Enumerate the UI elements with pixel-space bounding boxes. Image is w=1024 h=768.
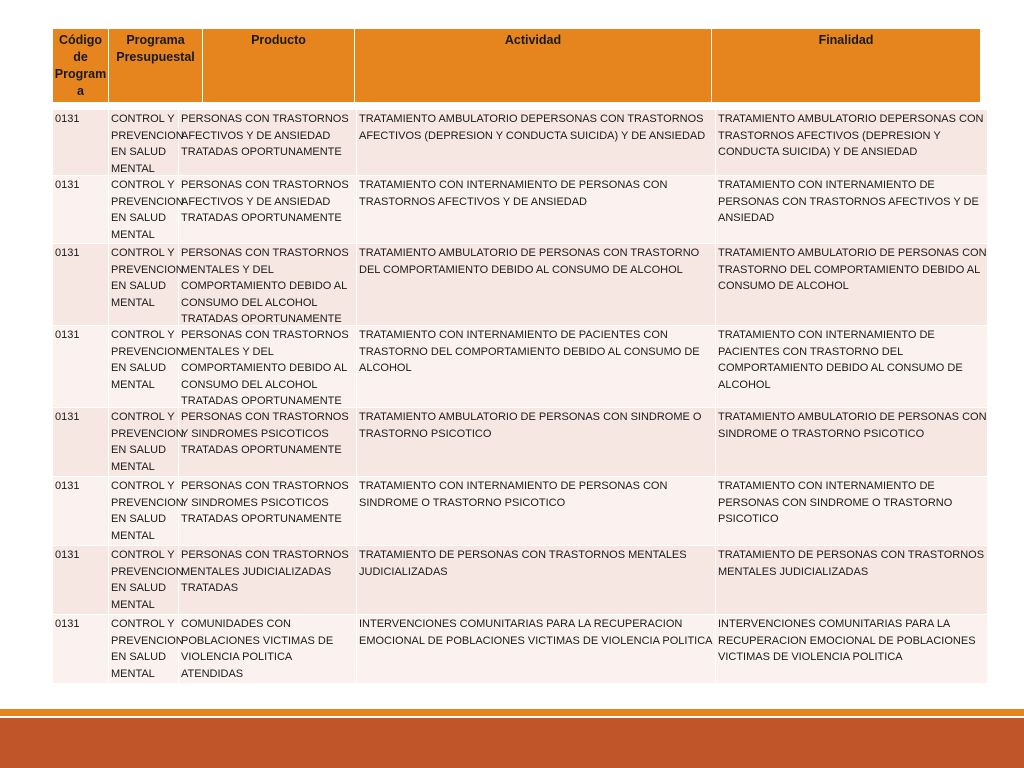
cell-codigo: 0131	[53, 176, 109, 243]
cell-actividad: TRATAMIENTO DE PERSONAS CON TRASTORNOS MENTALES JUDICIALIZADAS	[357, 546, 716, 614]
cell-programa: CONTROL Y PREVENCION EN SALUD MENTAL	[109, 326, 179, 407]
cell-actividad: TRATAMIENTO AMBULATORIO DE PERSONAS CON SINDROME O TRASTORNO PSICOTICO	[357, 408, 716, 476]
cell-finalidad: TRATAMIENTO AMBULATORIO DEPERSONAS CON TRASTORNOS AFECTIVOS (DEPRESION Y CONDUCTA SUICIDA) Y DE ANSIEDAD	[718, 113, 984, 158]
cell-codigo: 0131	[53, 110, 109, 175]
table-row	[53, 110, 987, 176]
table-row	[53, 326, 987, 408]
cell-codigo: 0131	[53, 408, 109, 476]
cell-programa: CONTROL Y PREVENCION EN SALUD MENTAL	[109, 408, 179, 476]
table-row	[53, 615, 987, 684]
cell-actividad: TRATAMIENTO AMBULATORIO DE PERSONAS CON TRASTORNO DEL COMPORTAMIENTO DEBIDO AL CONSUMO DE ALCOHOL	[357, 244, 716, 325]
cell-producto: COMUNIDADES CON POBLACIONES VICTIMAS DE VIOLENCIA POLITICA ATENDIDAS	[179, 615, 357, 683]
cell-finalidad: TRATAMIENTO CON INTERNAMIENTO DE PERSONAS CON SINDROME O TRASTORNO PSICOTICO	[718, 480, 953, 525]
cell-producto: PERSONAS CON TRASTORNOS AFECTIVOS Y DE ANSIEDAD TRATADAS OPORTUNAMENTE	[179, 176, 357, 243]
table-row	[53, 477, 987, 546]
cell-programa: CONTROL Y PREVENCION EN SALUD MENTAL	[109, 615, 179, 683]
footer-bar	[0, 718, 1024, 768]
cell-producto: PERSONAS CON TRASTORNOS Y SINDROMES PSICOTICOS TRATADAS OPORTUNAMENTE	[179, 408, 357, 476]
cell-codigo: 0131	[53, 546, 109, 614]
cell-finalidad: TRATAMIENTO DE PERSONAS CON TRASTORNOS MENTALES JUDICIALIZADAS	[718, 549, 985, 578]
header-programa: Programa Presupuestal	[109, 29, 203, 102]
cell-actividad: TRATAMIENTO CON INTERNAMIENTO DE PERSONAS CON TRASTORNOS AFECTIVOS Y DE ANSIEDAD	[357, 176, 716, 243]
cell-actividad: TRATAMIENTO AMBULATORIO DEPERSONAS CON TRASTORNOS AFECTIVOS (DEPRESION Y CONDUCTA SUICIDA) Y DE ANSIEDAD	[357, 110, 716, 175]
header-actividad: Actividad	[355, 29, 712, 102]
header-finalidad: Finalidad	[818, 33, 874, 47]
cell-programa: CONTROL Y PREVENCION EN SALUD MENTAL	[109, 546, 179, 614]
cell-codigo: 0131	[53, 326, 109, 407]
cell-finalidad: INTERVENCIONES COMUNITARIAS PARA LA RECUPERACION EMOCIONAL DE POBLACIONES VICTIMAS DE VIOLENCIA POLITICA	[718, 618, 976, 663]
cell-programa: CONTROL Y PREVENCION EN SALUD MENTAL	[109, 176, 179, 243]
cell-finalidad: TRATAMIENTO AMBULATORIO DE PERSONAS CON TRASTORNO DEL COMPORTAMIENTO DEBIDO AL CONSUMO DE ALCOHOL	[718, 247, 987, 292]
cell-producto: PERSONAS CON TRASTORNOS MENTALES Y DEL COMPORTAMIENTO DEBIDO AL CONSUMO DEL ALCOHOL TRATADAS OPORTUNAMENTE	[179, 326, 357, 407]
table-row	[53, 244, 987, 326]
header-producto: Producto	[203, 29, 355, 102]
cell-producto: PERSONAS CON TRASTORNOS MENTALES Y DEL COMPORTAMIENTO DEBIDO AL CONSUMO DEL ALCOHOL TRATADAS OPORTUNAMENTE	[179, 244, 357, 325]
table-header	[53, 29, 980, 102]
cell-codigo: 0131	[53, 244, 109, 325]
cell-actividad: TRATAMIENTO CON INTERNAMIENTO DE PERSONAS CON SINDROME O TRASTORNO PSICOTICO	[357, 477, 716, 545]
cell-actividad: INTERVENCIONES COMUNITARIAS PARA LA RECUPERACION EMOCIONAL DE POBLACIONES VICTIMAS DE VIOLENCIA POLITICA	[357, 615, 716, 683]
header-codigo: Código de Program a	[53, 29, 109, 102]
cell-producto: PERSONAS CON TRASTORNOS MENTALES JUDICIALIZADAS TRATADAS	[179, 546, 357, 614]
cell-producto: PERSONAS CON TRASTORNOS Y SINDROMES PSICOTICOS TRATADAS OPORTUNAMENTE	[179, 477, 357, 545]
cell-finalidad: TRATAMIENTO AMBULATORIO DE PERSONAS CON SINDROME O TRASTORNO PSICOTICO	[718, 411, 987, 440]
table-row	[53, 176, 987, 244]
table-row	[53, 408, 987, 477]
cell-finalidad: TRATAMIENTO CON INTERNAMIENTO DE PACIENTES CON TRASTORNO DEL COMPORTAMIENTO DEBIDO AL CONSUMO DE ALCOHOL	[718, 329, 963, 391]
cell-programa: CONTROL Y PREVENCION EN SALUD MENTAL	[109, 244, 179, 325]
cell-programa: CONTROL Y PREVENCION EN SALUD MENTAL	[109, 477, 179, 545]
cell-programa: CONTROL Y PREVENCION EN SALUD MENTAL	[109, 110, 179, 175]
table-row	[53, 546, 987, 615]
cell-producto: PERSONAS CON TRASTORNOS AFECTIVOS Y DE ANSIEDAD TRATADAS OPORTUNAMENTE	[179, 110, 357, 175]
cell-codigo: 0131	[53, 615, 109, 683]
cell-finalidad: TRATAMIENTO CON INTERNAMIENTO DE PERSONAS CON TRASTORNOS AFECTIVOS Y DE ANSIEDAD	[718, 179, 979, 224]
cell-actividad: TRATAMIENTO CON INTERNAMIENTO DE PACIENTES CON TRASTORNO DEL COMPORTAMIENTO DEBIDO AL CONSUMO DE ALCOHOL	[357, 326, 716, 407]
footer-accent-bar	[0, 709, 1024, 716]
cell-codigo: 0131	[53, 477, 109, 545]
data-table	[53, 110, 987, 684]
